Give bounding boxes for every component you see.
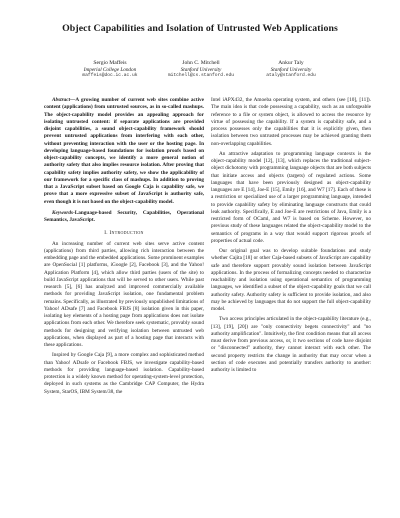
author-email: mitchell@cs.stanford.edu (167, 73, 235, 79)
left-column (44, 97, 204, 513)
section-heading-introduction: I. Introduction (104, 230, 144, 237)
author-email: ataly@stanford.edu (266, 73, 316, 79)
author-affiliation: Stanford University (180, 66, 222, 73)
abstract-text: —A growing number of current web sites combine active content (applications) from untrusted sources, as in so-called mashups. The object-capability model provides an appealing approach for isolating untrusted content: if separate applications are provided disjoint capabilities, a sound object-capability framework should prevent untrusted applications from interfering with each other, without preventing interaction with the user or the hosting page. In developing language-based foundations for isolation proofs based on object-capability concepts, we identify a more general notion of authority safety that also implies resource isolation. After proving that capability safety implies authority safety, we show the applicability of our framework for a specific class of mashups. In addition to proving that a JavaScript subset based on Google Caja is capability safe, we prove that a more expressive subset of JavaScript is authority safe, even though it is not based on the object-capability model. (44, 97, 204, 205)
author-block (0, 60, 400, 80)
author-3 (236, 60, 346, 80)
author-affiliation: Imperial College London (83, 66, 137, 73)
keywords (44, 210, 204, 225)
author-email: maffeis@doc.ic.ac.uk (82, 73, 138, 79)
author-name: Ankur Taly (278, 60, 304, 66)
body-paragraph: An attractive adaptation to programming language contexts is the object-capability model [12], [13], which replaces the traditional subject-object dichotomy with programming language objects that are both subjects that initiate access and objects (targets) of regulated actions. Some languages that have been previously designed as object-capability languages are E [14], Joe-E [15], Emily [16], and W7 [17]. Each of these is a restriction or specialized use of a larger programming language, intended to provide capability safety by eliminating language constructs that could leak authority. Specifically, E and Joe-E are restrictions of Java, Emily is a restricted form of OCaml, and W7 is based on Scheme. However, no previous study of these languages related the object-capability model to the semantics of programs in a way that would support rigorous proofs of properties of actual code. (211, 150, 371, 244)
author-name: Sergio Maffeis (93, 60, 127, 66)
body-paragraph: Our original goal was to develop suitable foundations and study whether Cajita [18] or other Caja-based subsets of JavaScript are capability safe and therefore support provably sound isolation between JavaScript applications. In the process of formalizing concepts needed to characterize reachability and isolation using operational semantics of programming languages, we identified a subset of the object-capability goals that we call authority safety. Authority safety is sufficient to provide isolation, and also may be achieved by languages that do not support the full object-capability model. (211, 248, 371, 312)
keywords-lead: Keywords (52, 209, 73, 216)
right-column (211, 97, 371, 513)
paper-title: Object Capabilities and Isolation of Untrusted Web Applications (62, 23, 338, 34)
abstract (44, 97, 204, 206)
body-paragraph: An increasing number of current web sites serve active content (applications) from third parties, allowing rich interaction between the embedding page and the embedded applications. Some prominent examples are OpenSocial [1] platforms, iGoogle [2], Facebook [3], and the Yahoo! Application Platform [4], which allow third parties (users of the site) to build JavaScript applications that will be served to other users. While past research [5], [6] has analyzed and improved commercially available methods for providing JavaScript isolation, one fundamental problem remains. Specifically, as illustrated by previously unpublished limitations of Yahoo! ADsafe [7] and Facebook FBJS [8] isolation given in this paper, isolating key elements of a hosting page from applications does not isolate applications from each other. We therefore seek systematic, provably sound methods for designing and verifying isolation between untrusted web applications, when displayed as part of a hosting page that interacts with these applications. (44, 240, 204, 348)
body-paragraph: Inspired by Google Caja [9], a more complex and sophisticated method than Yahoo! ADsafe or Facebook FBJS, we investigate capability-based methods for providing language-based isolation. Capability-based protection is a widely known method for operating-system-level protection, deployed in such systems as the Cambridge CAP Computer, the Hydra System, StarOS, IBM System/38, the (44, 352, 204, 395)
keywords-text: -Language-based Security, Capabilities, Operational Semantics, JavaScript. (44, 209, 204, 223)
abstract-lead: Abstract (52, 97, 71, 103)
author-name: John C. Mitchell (182, 60, 220, 66)
author-affiliation: Stanford University (270, 66, 312, 73)
body-paragraph: Intel iAPX432, the Amoeba operating system, and others (see [10], [11]). The main idea is that code possessing a capability, such as an unforgeable reference to a file or system object, is allowed to access the resource by virtue of possessing the capability. If a system is capability safe, and a process possesses only the capabilities that it is explicitly given, then isolation between two untrusted processes may be achieved granting them non-overlapping capabilities. (211, 97, 371, 147)
body-paragraph: Two access principles articulated in the object-capability literature (e.g., [13], [19], [20]) are "only connectivity begets connectivity" and "no authority amplification". Intuitively, the first condition means that all access must derive from previous access, or, it two sections of code have disjoint or "disconnected" authority, they cannot interact with each other. The second property restricts the change in authority that may occur when a section of code executes and potentially transfers authority to another: authority is limited to (211, 316, 371, 373)
